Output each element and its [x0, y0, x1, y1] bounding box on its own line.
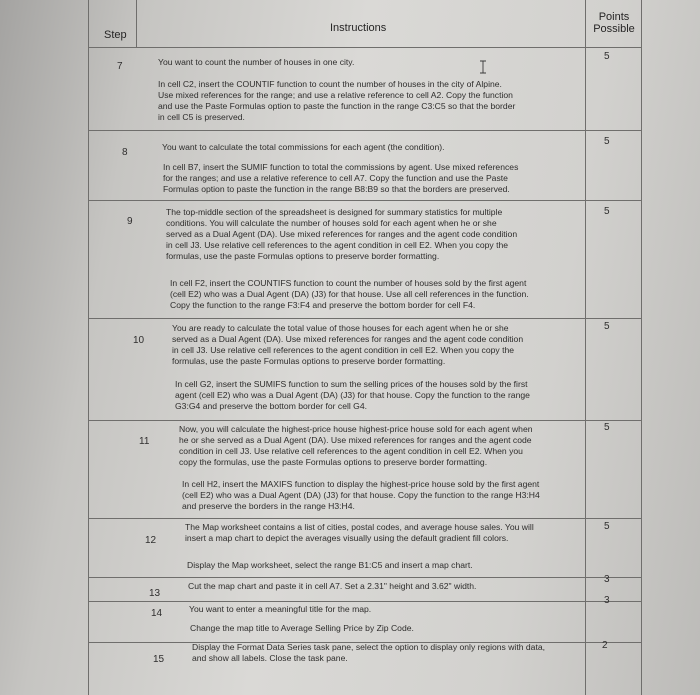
instruction-intro: You want to enter a meaningful title for the map. [189, 604, 372, 614]
points-value: 3 [604, 574, 610, 585]
step-number: 11 [139, 436, 150, 447]
points-column-header-line1: Points [598, 11, 630, 23]
instruction-detail: Display the Map worksheet, select the range B1:C5 and insert a map chart. [187, 560, 473, 570]
row-divider-8 [88, 200, 641, 201]
row-divider-12 [88, 577, 641, 578]
instruction-detail: In cell F2, insert the COUNTIFS function to count the number of houses sold by the first agent (cell E2) who was a Dual Agent (DA) (J3) for that house. Use all cell references in the function. Copy the function to the range F3:F4 and preserve the bottom border for cell F4. [170, 278, 529, 310]
row-divider-10 [88, 420, 641, 421]
step-number: 9 [127, 216, 133, 227]
points-value: 5 [604, 422, 610, 433]
points-value: 3 [604, 595, 610, 606]
left-table-border [88, 0, 89, 695]
row-divider-9 [88, 318, 641, 319]
instruction-detail: In cell B7, insert the SUMIF function to total the commissions by agent. Use mixed references for the ranges; and use a relative reference to cell A7. Copy the function and use the Paste Formulas option to paste the function in the range B8:B9 so that the borders are preserved. [163, 162, 519, 194]
instruction-intro: You are ready to calculate the total value of those houses for each agent when he or she served as a Dual Agent (DA). Use mixed references for ranges and the agent code condition in cell J3. Use relative cell references to the agent condition in cell E2. When you copy the formulas, use the paste Formulas options to preserve border formatting. [172, 323, 524, 366]
instruction-intro: Display the Format Data Series task pane, select the option to display only regions with data, and show all labels. Close the task pane. [192, 642, 546, 663]
points-value: 5 [604, 206, 610, 217]
instruction-detail: In cell H2, insert the MAXIFS function to display the highest-price house sold by the first agent (cell E2) who was a Dual Agent (DA) (J3) for that house. Copy the function to the range H3:H4 and preserve the borders in the range H3:H4. [182, 479, 540, 511]
instruction-intro: Now, you will calculate the highest-price house highest-price house sold for each agent when he or she served as a Dual Agent (DA). Use mixed references for ranges and the agent code condition in cell J3. Use relative cell references to the agent condition in cell E2. When you copy the formulas, use the paste Formulas options to preserve border formatting. [179, 424, 533, 467]
instruction-detail: In cell C2, insert the COUNTIF function to count the number of houses in the city of Alpine. Use mixed references for the range; and use a relative reference to cell A2. Copy the function and use the Paste Formulas option to paste the function in the range C3:C5 so that the border in cell C5 is preserved. [158, 79, 516, 122]
step-number: 8 [122, 147, 128, 158]
step-number: 12 [145, 535, 157, 546]
instruction-intro: You want to calculate the total commissions for each agent (the condition). [162, 142, 445, 152]
text-cursor-icon [479, 60, 487, 74]
instruction-intro: You want to count the number of houses in one city. [158, 57, 355, 67]
points-value: 5 [604, 321, 610, 332]
step-number: 15 [153, 654, 165, 665]
instructions-column-divider [585, 0, 586, 695]
instruction-detail: Change the map title to Average Selling Price by Zip Code. [190, 623, 414, 633]
step-column-header: Step [104, 29, 127, 41]
points-value: 5 [604, 521, 610, 532]
step-number: 7 [117, 61, 123, 72]
instruction-intro: The Map worksheet contains a list of cities, postal codes, and average house sales. You will insert a map chart to depict the averages visually using the default gradient fill colors. [185, 522, 534, 543]
points-column-header-line2: Possible [593, 23, 635, 35]
row-divider-7 [88, 130, 641, 131]
step-column-divider [136, 0, 137, 48]
points-value: 5 [604, 51, 610, 62]
step-number: 10 [133, 335, 145, 346]
row-divider-11 [88, 518, 641, 519]
instruction-intro: Cut the map chart and paste it in cell A7. Set a 2.31" height and 3.62" width. [188, 581, 477, 591]
step-number: 14 [151, 608, 163, 619]
instructions-column-header: Instructions [330, 22, 387, 34]
header-bottom-line [88, 47, 641, 48]
right-table-border [641, 0, 642, 695]
points-value: 2 [602, 640, 608, 651]
instruction-intro: The top-middle section of the spreadsheet is designed for summary statistics for multiple conditions. You will calculate the number of houses sold for each agent when he or she served as a Dual Agent (DA). Use mixed references for ranges and the agent code condition in cell J3. Use relative cell references to the agent condition in cell E2. When you copy the formulas, use the paste Formulas options to preserve border formatting. [166, 207, 518, 261]
instruction-detail: In cell G2, insert the SUMIFS function to sum the selling prices of the houses sold by the first agent (cell E2) who was a Dual Agent (DA) (J3) for that house. Copy the function to the range G3:G4 and preserve the bottom border for cell G4. [175, 379, 530, 411]
points-value: 5 [604, 136, 610, 147]
step-number: 13 [149, 588, 161, 599]
row-divider-13 [88, 601, 641, 602]
